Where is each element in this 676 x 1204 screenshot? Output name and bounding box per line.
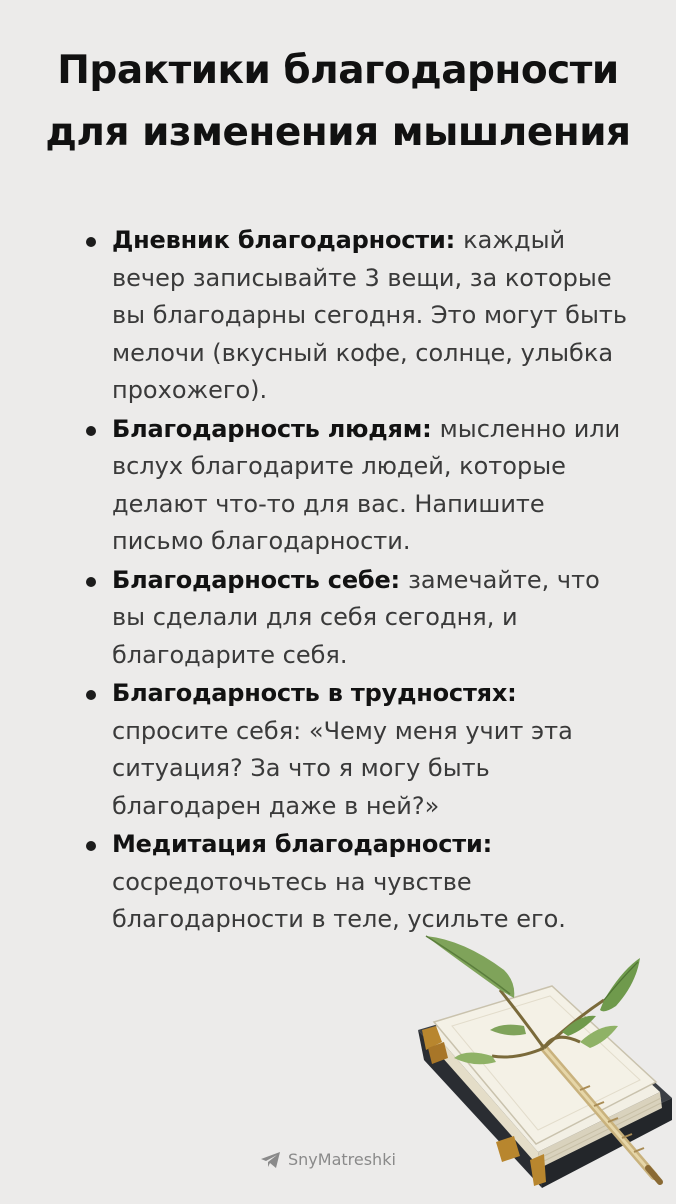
item-term: Благодарность в трудностях: [112,679,517,707]
item-term: Благодарность себе: [112,565,409,594]
list-item [84,411,640,561]
item-term: Благодарность людям: [112,414,440,443]
list-item [84,675,640,825]
footer-text: SnyMatreshki [288,1150,396,1169]
item-description: замечайте, что вы сделали для себя сегодня, и благодарите себя. [112,565,600,669]
item-term: Медитация благодарности: [112,830,492,858]
gratitude-practices-list [84,222,640,940]
footer-credit[interactable] [260,1150,396,1169]
item-description: сосредоточьтесь на чувстве благодарности в теле, усильте его. [112,867,566,933]
bullet-icon [86,690,96,700]
bullet-icon [86,426,96,436]
list-item [84,826,640,939]
item-term: Дневник благодарности: [112,226,464,254]
item-description: спросите себя: «Чему меня учит эта ситуация? За что я могу быть благодарен даже в ней?» [112,716,573,820]
bullet-icon [86,841,96,851]
book-with-leaf-icon [404,930,676,1200]
bullet-icon [86,237,96,247]
list-item [84,562,640,675]
telegram-icon [260,1151,282,1169]
item-description: каждый вечер записывайте 3 вещи, за которые вы благодарны сегодня. Это могут быть мелочи (вкусный кофе, солнце, улыбка прохожего). [112,226,628,404]
item-description: мысленно или вслух благодарите людей, которые делают что-то для вас. Напишите письмо благодарности. [112,414,621,555]
bullet-icon [86,577,96,587]
list-item [84,222,640,410]
page-title: Практики благодарности для изменения мышления [45,48,631,155]
